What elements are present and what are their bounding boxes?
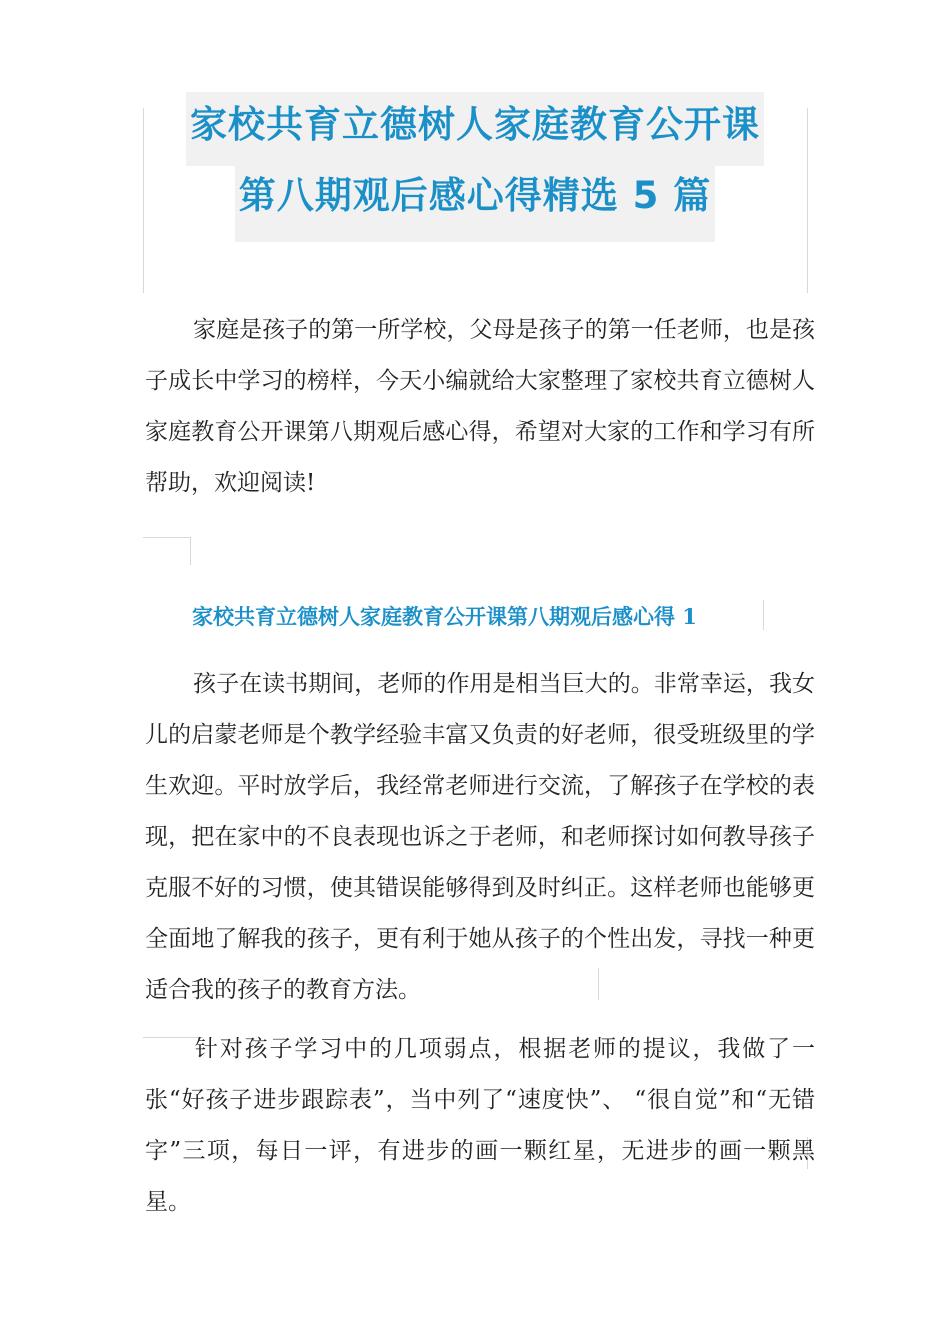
frame-line: [143, 108, 144, 293]
intro-paragraph: [145, 305, 815, 509]
body-paragraph-1: [145, 659, 815, 1016]
intro-text: 家庭是孩子的第一所学校，父母是孩子的第一任老师，也是孩子成长中学习的榜样，今天小编就给大家整理了家校共育立德树人家庭教育公开课第八期观后感心得，希望对大家的工作和学习有所帮助，欢迎阅读!: [145, 317, 815, 496]
frame-line: [807, 108, 808, 293]
body-paragraph-2: [145, 1024, 815, 1228]
paragraph-2-text: 针对孩子学习中的几项弱点，根据老师的提议，我做了一张“好孩子进步跟踪表”，当中列了“速度快”、 “很自觉”和“无错字”三项，每日一评，有进步的画一颗红星，无进步的画一颗黑星。: [145, 1036, 815, 1215]
frame-line: [763, 600, 764, 630]
section-heading: 家校共育立德树人家庭教育公开课第八期观后感心得 1: [192, 604, 697, 629]
title-text-2: 第八期观后感心得精选 5 篇: [235, 166, 716, 242]
frame-line: [190, 537, 191, 565]
frame-line: [143, 537, 191, 538]
title-text-1: 家校共育立德树人家庭教育公开课: [186, 92, 764, 166]
paragraph-1-text: 孩子在读书期间，老师的作用是相当巨大的。非常幸运，我女儿的启蒙老师是个教学经验丰富又负责的好老师，很受班级里的学生欢迎。平时放学后，我经常老师进行交流，了解孩子在学校的表现，把在家中的不良表现也诉之于老师，和老师探讨如何教导孩子克服不好的习惯，使其错误能够得到及时纠正。这样老师也能够更全面地了解我的孩子，更有利于她从孩子的个性出发，寻找一种更适合我的孩子的教育方法。: [145, 671, 815, 1003]
